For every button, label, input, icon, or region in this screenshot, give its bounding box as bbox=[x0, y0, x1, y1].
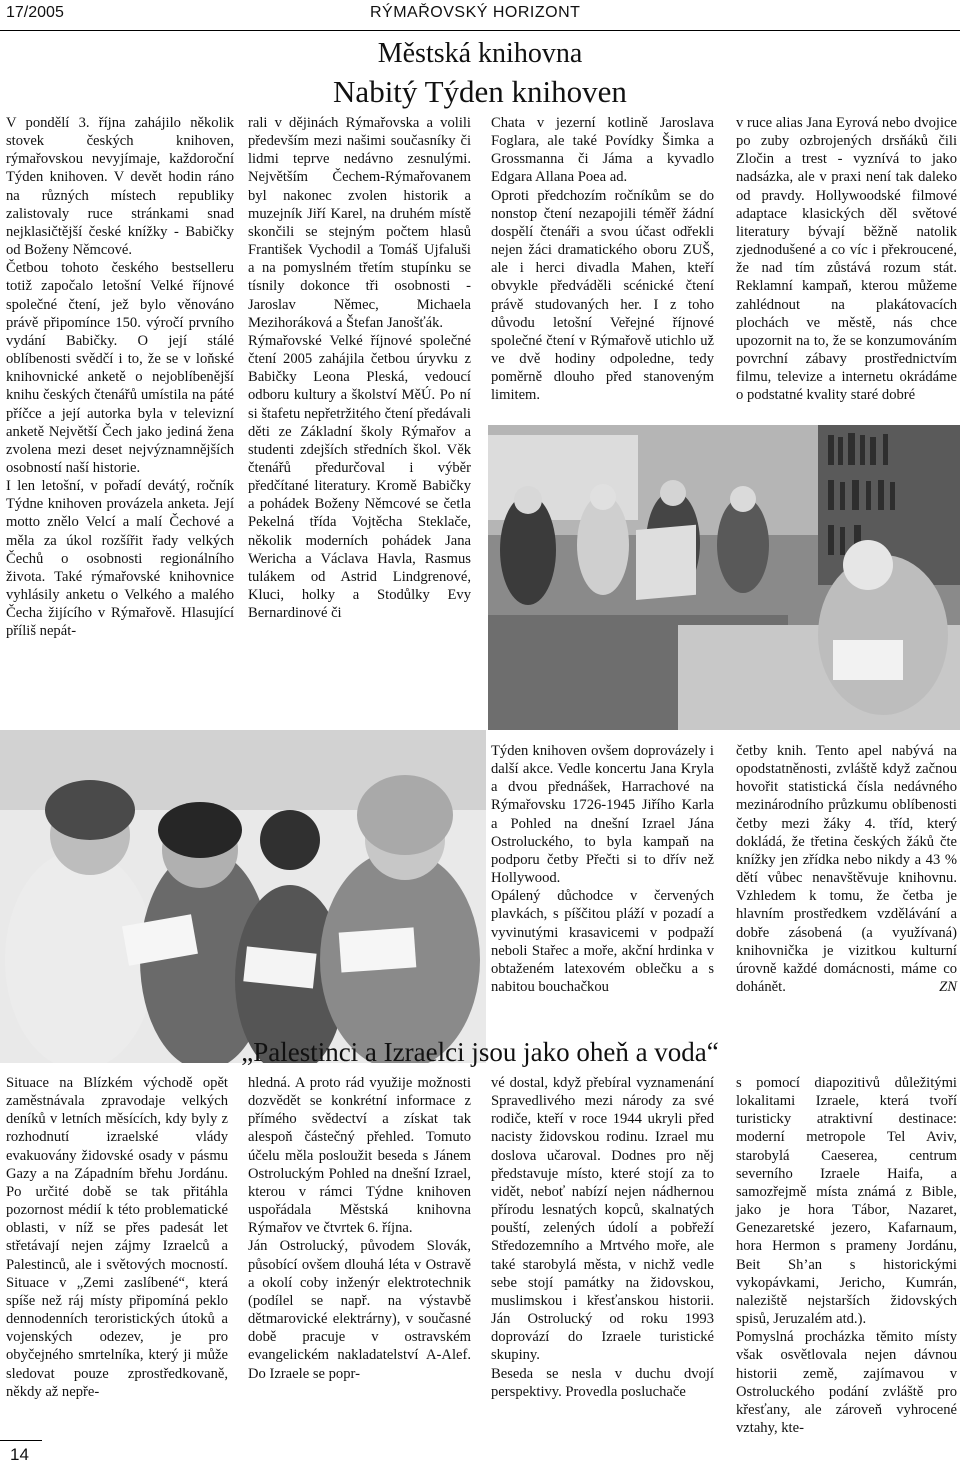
author-signature: ZN bbox=[939, 979, 957, 996]
paragraph: V pondělí 3. října zahájilo několik stovek českých knihoven, rýmařovskou nevyjímaje, každoroční Týden knihoven. V devět hodin ráno na různých místech republiky zalistovaly ruce stránkami snad nejklasičtější české knížky - Babičky od Boženy Němcové. bbox=[6, 115, 234, 259]
paragraph: s pomocí diapozitivů důležitými lokalitami Izraele, která tvoří turisticky atraktivní destinace: moderní metropole Tel Aviv, starobylá Caeserea, centrum severního Izraele Haifa, a samozřejmě místa známá z Bible, jako je hora Tábor, Nazaret, Genezaretské jezero, Kafarnaum, hora Hermon s prameny Jordánu, Beit Sh’an s historickými vykopávkami, Jericho, Kumrán, naleziště nejstarších židovských spisů, Jeruzalém atd.). bbox=[736, 1075, 957, 1328]
article2-column-4 bbox=[736, 1074, 957, 1437]
paragraph: I len letošní, v pořadí devátý, ročník Týdne knihoven provázela anketa. Její motto znělo Velcí a malí Čechové a měla za úkol rozšířit řady velkých Čechů o osobnosti regionálního života. Také rýmařovské knihovnice vyhlásily anketu o Velkého a malého Čecha žijícího v Rýmařově. Hlasující příliš nepát- bbox=[6, 478, 234, 640]
article2-column-3 bbox=[491, 1074, 714, 1401]
footer-rule bbox=[0, 1440, 42, 1441]
reading-event-photo bbox=[488, 425, 960, 730]
paragraph: Týden knihoven ovšem doprovázely i další akce. Vedle koncertu Jana Kryla a dvou přednášek, Harrachové na Rýmařovsku 1726-1945 Jiřího Karla a Pohled na dnešní Izrael Jána Ostroluckého, to byla kampaň na podporu četby Přečti si to dřív než Hollywood. bbox=[491, 743, 714, 887]
article1-column-1 bbox=[6, 114, 234, 641]
article1-column-3 bbox=[491, 114, 714, 405]
paragraph: Pomyslná procházka těmito místy však osvětlovala nejen dávnou historii země, zajímavou v Ostroluckého podání zvláště pro křesťany, ale zároveň vyhrocené vztahy, kte- bbox=[736, 1329, 957, 1436]
paragraph: Situace na Blízkém východě opět zaměstnávala zpravodaje velkých deníků v letních měsících, kdy byly z rozhodnutí izraelské vlády evakuovány židovské osady v pásmu Gazy a na Západním břehu Jordánu. Po určité době se tak přitáhla pozornost médií k této problematické oblasti, v níž se přes padesát let střetávají nejen zájmy Izraelců a Palestinců, ale i světových mocností. Situace v „Zemi zaslíbené“, která spíše než ráj místy připomíná peklo dennodenních teroristických útoků a vojenských odezev, je pro obyčejného smrtelníka, který ji může sledovat pouze zprostředkovaně, někdy až nepře- bbox=[6, 1075, 228, 1400]
children-reading-photo bbox=[0, 730, 486, 1063]
article1-column-3-continued bbox=[491, 742, 714, 996]
paragraph-text: četby knih. Tento apel nabývá na opodstatněnosti, zvláště když začnou hovořit statistická čísla nedávného mezinárodního průzkumu oblíbenosti četby mezi žáky 4. tříd, který dokládá, že třetina českých žáků čte knížky jen zřídka nebo nikdy a 43 % dětí vůbec nenavštěvuje knihovnu. Vzhledem k tomu, že četba je hlavním prostředkem vzdělávání a dobře zásobená (a využívaná) knihovnička je vizitkou kulturní úrovně každé domácnosti, máme co dohánět. bbox=[736, 743, 957, 996]
article2-column-1 bbox=[6, 1074, 228, 1401]
paragraph bbox=[736, 742, 957, 996]
article1-column-4-continued bbox=[736, 742, 957, 996]
paragraph: Chata v jezerní kotlině Jaroslava Foglara, ale také Povídky Šimka a Grossmanna či Jáma a kyvadlo Edgara Allana Poea ad. bbox=[491, 115, 714, 186]
paragraph: rali v dějinách Rýmařovska a volili především mezi našimi současníky či lidmi teprve nedávno zesnulými. Největším Čechem-Rýmařovanem byl nakonec zvolen historik a muzejník Jiří Karel, na druhém místě skončili se stejným počtem hlasů František Vychodil a Tomáš Ujfaluši a na pomyslném třetím stupínku se tísnily dokonce tři osobnosti - Jaroslav Němec, Michaela Mezihoráková a Štefan Janošťák. bbox=[248, 115, 471, 331]
page-header bbox=[0, 0, 960, 31]
article1-column-2 bbox=[248, 114, 471, 622]
issue-number: 17/2005 bbox=[6, 4, 64, 21]
paragraph: hledná. A proto rád využije možnosti dozvědět se konkrétní informace z přímého svědectví a získat tak alespoň částečný přehled. Tomuto účelu měla posloužit beseda s Jánem Ostroluckým Pohled na dnešní Izrael, kterou v rámci Týdne knihoven uspořádala Městská knihovna Rýmařov ve čtvrtek 6. října. bbox=[248, 1075, 471, 1237]
newspaper-name: RÝMAŘOVSKÝ HORIZONT bbox=[370, 4, 581, 21]
article1-column-4 bbox=[736, 114, 957, 405]
article-title: Nabitý Týden knihoven bbox=[333, 74, 627, 109]
paragraph: Opálený důchodce v červených plavkách, s píščitou pláží v pozadí a vyvinutými krasavicemi v podpaží neboli Stařec a moře, akční hrdinka v obtaženém latexovém oblečku a s nabitou bouchačkou bbox=[491, 888, 714, 996]
section-title: Městská knihovna bbox=[377, 38, 583, 69]
paragraph: Četbou tohoto českého bestselleru totiž započalo letošní Velké říjnové společné čtení, jež bylo věnováno právě připomínce 150. výročí prvního vydání Babičky. O její stálé oblíbenosti svědčí i to, že se v loňské knihovnické anketě o nejoblíbenější knihu českých čtenářů umístila na páté příčce a její autorka byla v televizní anketě Největší Čech jako jediná žena zvolena mezi deset nejvýznamnějších osobností naší historie. bbox=[6, 260, 234, 476]
paragraph: Oproti předchozím ročníkům se do nonstop čtení nezapojili téměř žádní dospělí čtenáři a svou účast odřekli nejen žáci dramatického oboru ZUŠ, ale i herci divadla Mahen, kteří obvykle předváděli scénické čtení právě studovaných her. I z toho důvodu letošní Veřejné říjnové společné čtení v Rýmařově utichlo už ve dvě hodiny odpoledne, tedy poměrně dlouho před stanoveným limitem. bbox=[491, 187, 714, 404]
paragraph: vé dostal, když přebíral vyznamenání Spravedlivého mezi národy za své rodiče, kteří v roce 1944 ukryli před nacisty židovskou rodinu. Izrael mu doslova učaroval. Dodnes pro něj představuje místo, které stojí za to vidět, neboť nabízí nejen nádhernou přírodu lesnatých kopců, skalnatých pouští, zelených údolí a pobřeží Středozemního a Mrtvého moře, ale také starobylá města, v nichž vedle sebe stojí památky na židovskou, muslimskou i křesťanskou historii. Ján Ostrolucký od roku 1993 doprovází do Izraele turistické skupiny. bbox=[491, 1075, 714, 1364]
article2-title: „Palestinci a Izraelci jsou jako oheň a voda“ bbox=[241, 1037, 719, 1067]
paragraph: v ruce alias Jana Eyrová nebo dvojice po zuby ozbrojených drsňáků čili Zločin a trest - vyznívá to jako nadsázka, ale v praxi není tak daleko od pravdy. Hollywoodské filmové adaptace klasických děl světové literatury bývají běžně natolik zjednodušené a co víc i překroucené, že nad tím zůstává rozum stát. Reklamní kampaň, kterou můžeme zahlédnout na plakátovacích plochách ve městě, nás chce upozornit na to, že se konzumováním povrchní zábavy prostřednictvím filmu, televize a internetu okrádáme o podstatné kvality staré dobré bbox=[736, 115, 957, 404]
paragraph: Rýmařovské Velké říjnové společné čtení 2005 zahájila četbou úryvku z Babičky Leona Pleská, vedoucí odboru kultury a školství MěÚ. Po ní si štafetu nepřetržitého čtení předávali děti ze Základní školy Rýmařov a studenti zdejších středních škol. Věk čtenářů předurčoval i výběr předčítané literatury. Kromě Babičky a pohádek Boženy Němcové se četla Pekelná třída Vojtěcha Steklače, několik moderních pohádek Jana Wericha a Václava Havla, Rasmus tulákem od Astrid Lindgrenové, Kluci, holky a Stodůlky Evy Bernardinové či bbox=[248, 332, 471, 622]
paragraph: Ján Ostrolucký, původem Slovák, působící ovšem dlouhá léta v Ostravě a okolí coby inženýr elektrotechnik (podílel se např. na výstavbě dětmarovické elektrárny), v současné době pracuje v ostravském evangelickém nakladatelství A-Alef. Do Izraele se popr- bbox=[248, 1238, 471, 1382]
article2-column-2 bbox=[248, 1074, 471, 1383]
page-number: 14 bbox=[10, 1445, 29, 1464]
paragraph: Beseda se nesla v duchu dvojí perspektivy. Provedla posluchače bbox=[491, 1365, 714, 1400]
